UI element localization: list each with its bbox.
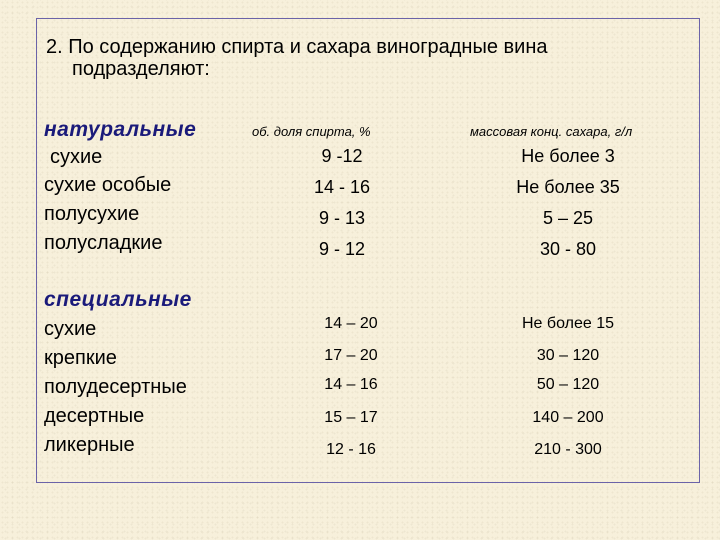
- sugar-value: Не более 35: [516, 177, 620, 197]
- sugar-value: 30 - 80: [539, 239, 597, 259]
- sugar-value: Не более 15: [522, 315, 614, 332]
- alcohol-value: 9 -12: [321, 146, 363, 166]
- row-label: сухие: [50, 146, 103, 168]
- row-label: сухие: [44, 318, 97, 340]
- row-label: сухие особые: [44, 174, 172, 196]
- column-header-sugar: массовая конц. сахара, г/л: [470, 124, 633, 139]
- sugar-value: 140 – 200: [532, 409, 604, 426]
- row-label: ликерные: [44, 434, 135, 456]
- group-title-natural: натуральные: [44, 118, 197, 141]
- column-header-alcohol: об. доля спирта, %: [252, 124, 371, 139]
- row-label: десертные: [44, 405, 145, 427]
- alcohol-value: 9 - 12: [318, 239, 366, 259]
- row-label: крепкие: [44, 347, 117, 369]
- sugar-value: Не более 3: [521, 146, 615, 166]
- alcohol-value: 14 - 16: [313, 177, 371, 197]
- group-title-special: специальные: [44, 288, 192, 311]
- alcohol-value: 12 - 16: [326, 441, 376, 458]
- alcohol-value: 17 – 20: [324, 347, 378, 364]
- heading-line-1: 2. По содержанию спирта и сахара виноградные вина: [46, 36, 548, 58]
- row-label: полудесертные: [44, 376, 187, 398]
- alcohol-value: 9 - 13: [318, 208, 366, 228]
- slide-heading: [46, 36, 686, 80]
- row-label: полусухие: [44, 203, 140, 225]
- row-label: полусладкие: [44, 232, 163, 254]
- heading-line-2: подразделяют:: [72, 58, 210, 80]
- sugar-value: 30 – 120: [536, 347, 600, 364]
- alcohol-value: 14 – 16: [324, 376, 378, 393]
- sugar-value: 210 - 300: [534, 441, 602, 458]
- alcohol-value: 14 – 20: [324, 315, 378, 332]
- sugar-value: 5 – 25: [542, 208, 594, 228]
- sugar-value: 50 – 120: [536, 376, 600, 393]
- alcohol-value: 15 – 17: [324, 409, 378, 426]
